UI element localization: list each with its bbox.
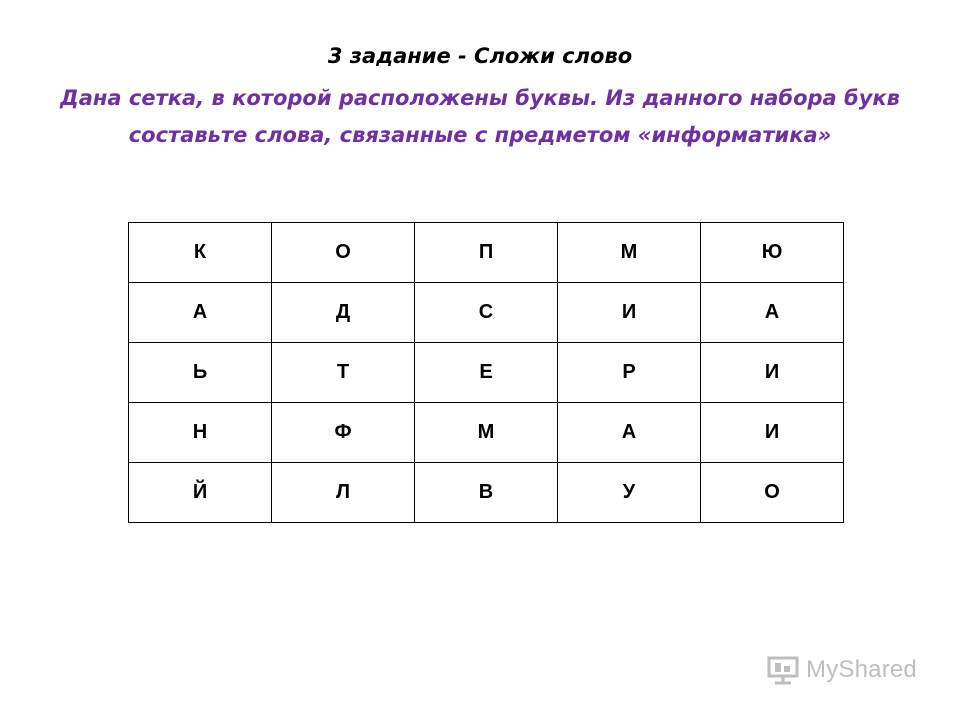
watermark-label: MyShared: [806, 656, 917, 683]
myshared-watermark: [766, 652, 917, 688]
grid-row: [129, 283, 844, 343]
grid-cell: П: [415, 223, 558, 283]
grid-row: [129, 223, 844, 283]
grid-cell: У: [558, 463, 701, 523]
grid-cell: Е: [415, 343, 558, 403]
task-description: Дана сетка, в которой расположены буквы. Из данного набора букв составьте слова, связанные с предметом «информатика»: [60, 86, 900, 147]
grid-cell: И: [701, 343, 844, 403]
grid-cell: И: [701, 403, 844, 463]
grid-cell: А: [129, 283, 272, 343]
grid-cell: Л: [272, 463, 415, 523]
grid-cell: О: [272, 223, 415, 283]
grid-cell: И: [558, 283, 701, 343]
grid-cell: Н: [129, 403, 272, 463]
grid-cell: А: [701, 283, 844, 343]
grid-cell: Д: [272, 283, 415, 343]
slide-title: 3 задание - Сложи слово: [327, 44, 633, 68]
grid-cell: Т: [272, 343, 415, 403]
grid-row: [129, 343, 844, 403]
grid-cell: Р: [558, 343, 701, 403]
grid-cell: Ф: [272, 403, 415, 463]
presentation-board-icon: [766, 655, 800, 685]
grid-cell: М: [415, 403, 558, 463]
grid-cell: С: [415, 283, 558, 343]
grid-cell: Ь: [129, 343, 272, 403]
grid-cell: О: [701, 463, 844, 523]
grid-row: [129, 463, 844, 523]
grid-cell: Ю: [701, 223, 844, 283]
grid-cell: К: [129, 223, 272, 283]
grid-cell: А: [558, 403, 701, 463]
grid-row: [129, 403, 844, 463]
grid-cell: В: [415, 463, 558, 523]
letter-grid: [128, 222, 844, 523]
grid-cell: Й: [129, 463, 272, 523]
grid-cell: М: [558, 223, 701, 283]
